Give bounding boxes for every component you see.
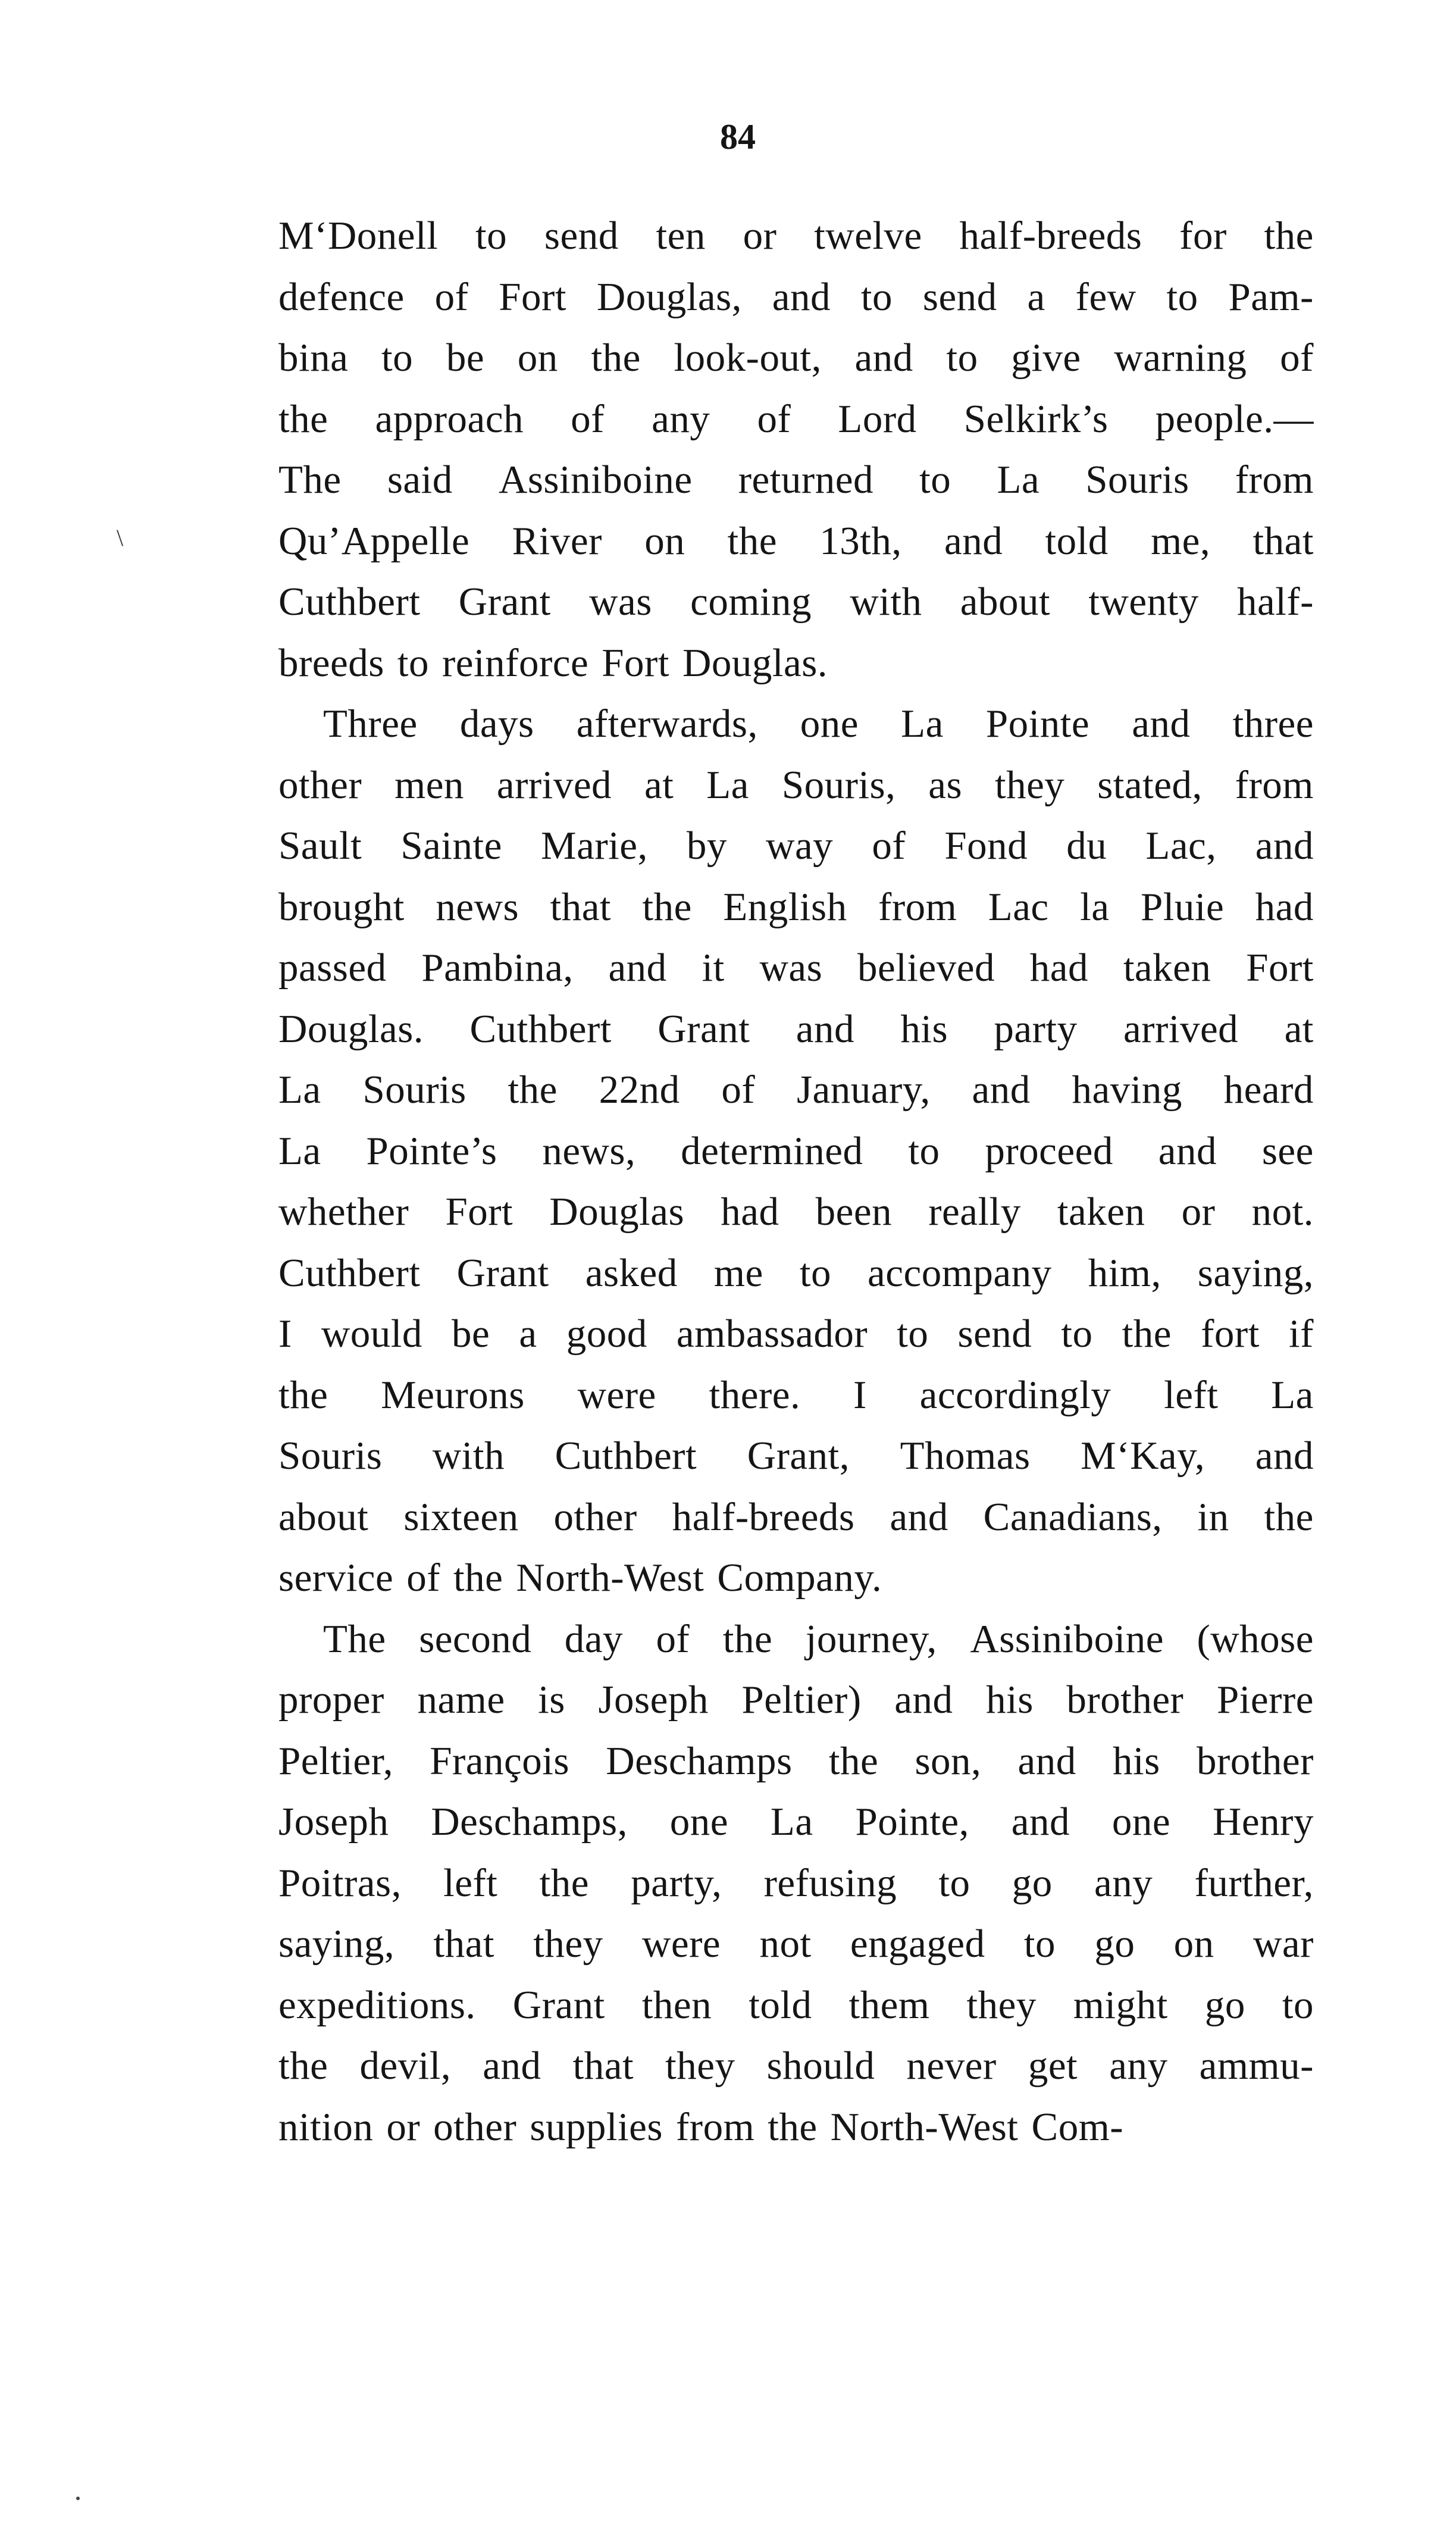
- text-line: the Meurons were there. I accordingly left La: [278, 1372, 1314, 1417]
- text-line: M‘Donell to send ten or twelve half-breeds for the: [278, 214, 1314, 258]
- text-line: the devil, and that they should never get any ammu-: [278, 2044, 1314, 2088]
- text-line: breeds to reinforce Fort Douglas.: [278, 640, 828, 685]
- text-line: La Souris the 22nd of January, and having heard: [278, 1068, 1314, 1112]
- text-line: expeditions. Grant then told them they might go to: [278, 1982, 1314, 2027]
- text-line: whether Fort Douglas had been really taken or not.: [278, 1190, 1314, 1234]
- text-line: the approach of any of Lord Selkirk’s people.—: [278, 396, 1314, 441]
- text-line: bina to be on the look-out, and to give warning of: [278, 336, 1314, 380]
- text-line: proper name is Joseph Peltier) and his brother Pierre: [278, 1678, 1314, 1722]
- body-text: [278, 205, 1314, 2157]
- text-line: nition or other supplies from the North-West Com-: [278, 2104, 1124, 2149]
- margin-mark: \: [117, 524, 124, 551]
- text-line: Sault Sainte Marie, by way of Fond du Lac, and: [278, 824, 1314, 868]
- text-line: The second day of the journey, Assiniboine (whose: [323, 1616, 1314, 1661]
- text-line: I would be a good ambassador to send to the fort if: [278, 1312, 1314, 1356]
- text-line: Poitras, left the party, refusing to go any further,: [278, 1860, 1314, 1905]
- text-line: La Pointe’s news, determined to proceed and see: [278, 1128, 1314, 1173]
- text-line: Souris with Cuthbert Grant, Thomas M‘Kay, and: [278, 1434, 1314, 1478]
- text-line: saying, that they were not engaged to go on war: [278, 1922, 1314, 1966]
- text-line: defence of Fort Douglas, and to send a few to Pam-: [278, 274, 1314, 319]
- text-line: service of the North-West Company.: [278, 1556, 882, 1600]
- text-line: Joseph Deschamps, one La Pointe, and one Henry: [278, 1800, 1314, 1844]
- text-line: brought news that the English from Lac la Pluie had: [278, 884, 1314, 929]
- text-line: Peltier, François Deschamps the son, and his brother: [278, 1738, 1314, 1783]
- text-line: The said Assiniboine returned to La Souris from: [278, 458, 1314, 502]
- text-line: Douglas. Cuthbert Grant and his party arrived at: [278, 1006, 1314, 1051]
- paragraph: [278, 205, 1314, 693]
- text-line: Cuthbert Grant was coming with about twenty half-: [278, 580, 1314, 624]
- text-line: other men arrived at La Souris, as they stated, from: [278, 762, 1314, 807]
- ink-speck: [76, 2497, 80, 2500]
- paragraph: [278, 1609, 1314, 2158]
- text-line: about sixteen other half-breeds and Canadians, in the: [278, 1494, 1314, 1539]
- text-line: Qu’Appelle River on the 13th, and told me, that: [278, 518, 1314, 563]
- paragraph: [278, 693, 1314, 1609]
- page-number: 84: [720, 117, 756, 157]
- text-line: passed Pambina, and it was believed had taken Fort: [278, 946, 1314, 990]
- text-line: Cuthbert Grant asked me to accompany him, saying,: [278, 1250, 1314, 1295]
- text-line: Three days afterwards, one La Pointe and three: [323, 702, 1314, 746]
